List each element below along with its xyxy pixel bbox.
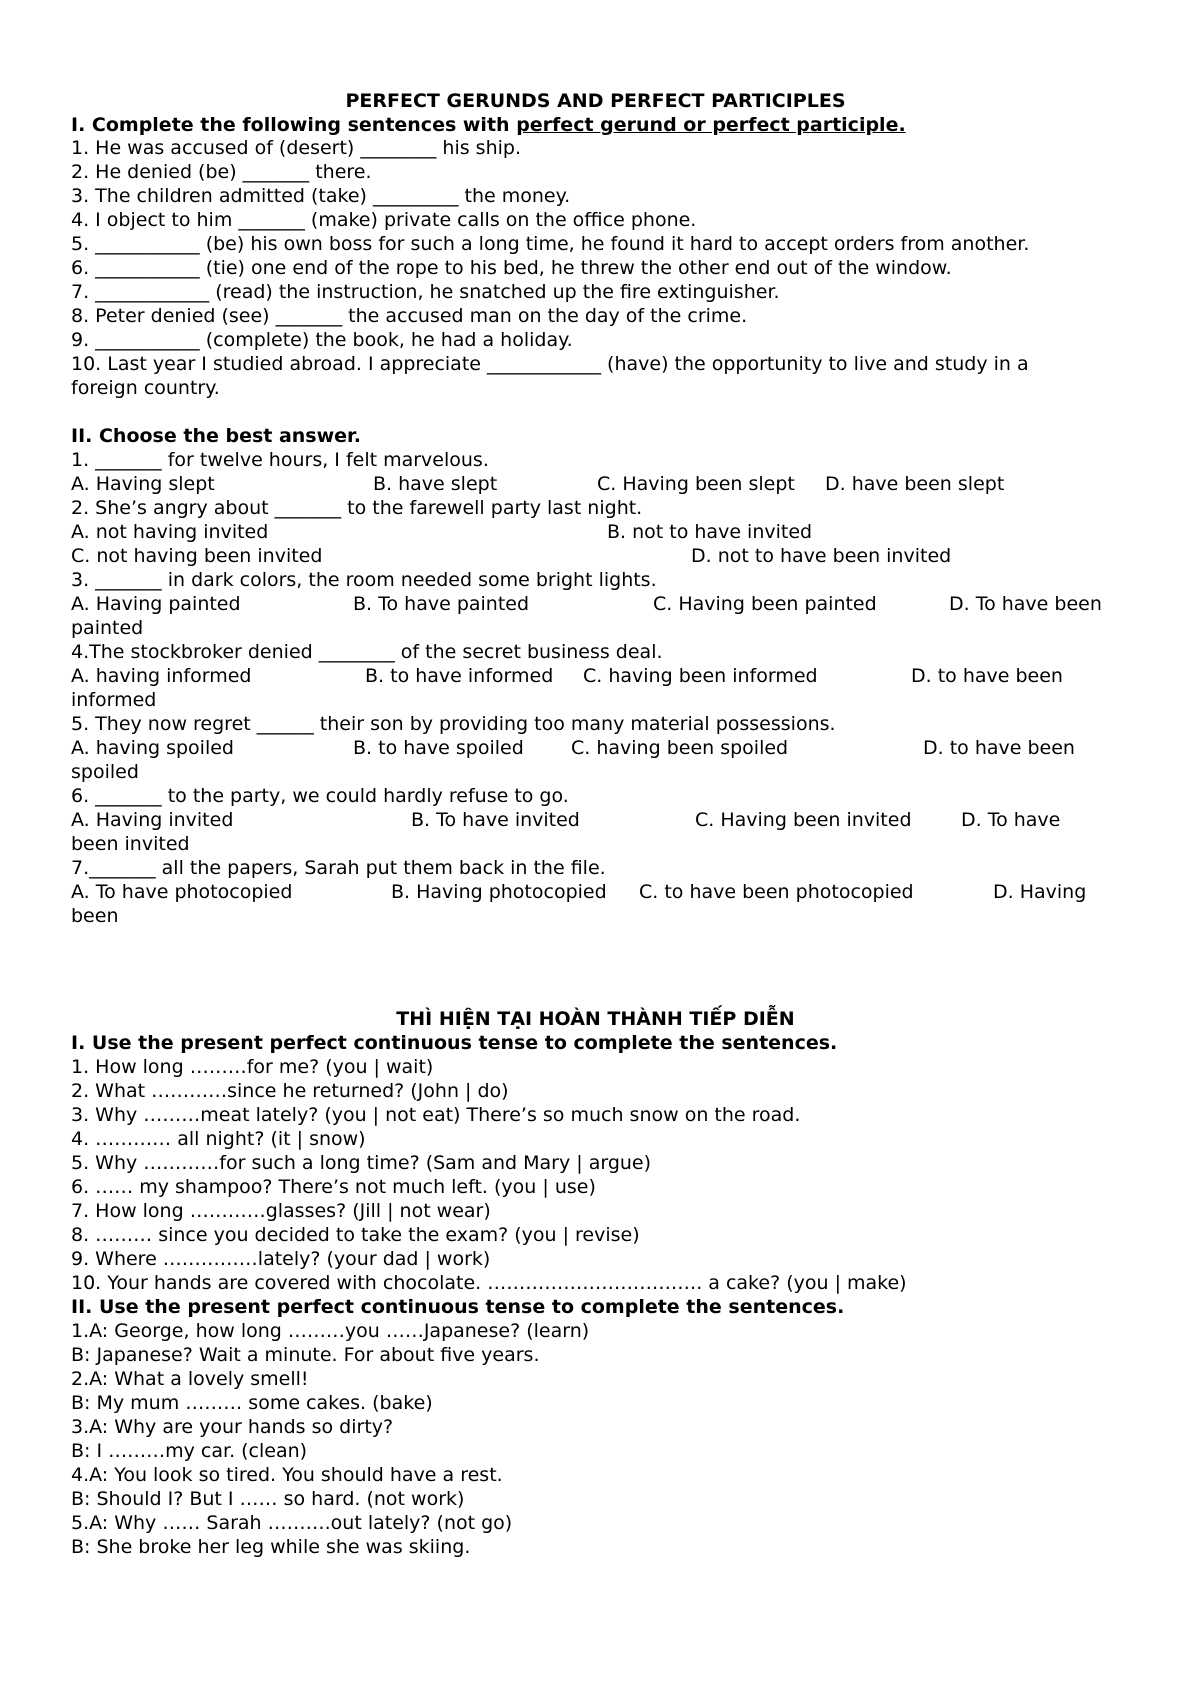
option-d: D. to have been [911,665,1063,687]
option-c: C. Having been painted [653,593,877,615]
exercise-item: 2. He denied (be) _______ there. [71,161,372,183]
exercise-item: 7. ____________ (read) the instruction, he snatched up the fire extinguisher. [71,281,780,303]
exercise-item: 1. How long ………for me? (you | wait) [71,1056,434,1078]
option-b: B. to have informed [365,665,554,687]
question-stem: 1. _______ for twelve hours, I felt marvelous. [71,449,489,471]
section2-part1-heading: I. Use the present perfect continuous tense to complete the sentences. [71,1032,838,1054]
option-d: D. not to have been invited [691,545,952,567]
question-stem: 5. They now regret ______ their son by providing too many material possessions. [71,713,836,735]
option-b: B. To have painted [353,593,530,615]
option-a: A. Having painted [71,593,241,615]
option-c: C. having been informed [583,665,818,687]
option-c: C. Having been invited [695,809,912,831]
option-a: A. having spoiled [71,737,234,759]
option-d-wrap: been invited [71,833,190,855]
option-b: B. to have spoiled [353,737,524,759]
question-stem: 4.The stockbroker denied ________ of the secret business deal. [71,641,663,663]
exercise-item: 8. ……… since you decided to take the exam? (you | revise) [71,1224,640,1246]
exercise-item: 9. Where ……………lately? (your dad | work) [71,1248,491,1270]
dialogue-line: 5.A: Why …… Sarah ……….out lately? (not go) [71,1512,513,1534]
exercise-item: 6. …… my shampoo? There’s not much left. (you | use) [71,1176,596,1198]
exercise-item: 3. Why ………meat lately? (you | not eat) There’s so much snow on the road. [71,1104,801,1126]
dialogue-line: B: Japanese? Wait a minute. For about five years. [71,1344,540,1366]
exercise-item: 10. Your hands are covered with chocolate. ……………………………. a cake? (you | make) [71,1272,907,1294]
section1-title: PERFECT GERUNDS AND PERFECT PARTICIPLES [345,90,846,112]
option-b: B. have slept [373,473,498,495]
question-stem: 3. _______ in dark colors, the room needed some bright lights. [71,569,657,591]
dialogue-line: 2.A: What a lovely smell! [71,1368,309,1390]
option-d: D. Having [993,881,1087,903]
exercise-item: 3. The children admitted (take) _________ the money. [71,185,571,207]
option-d: D. have been slept [825,473,1005,495]
option-c: C. having been spoiled [571,737,789,759]
exercise-item: 4. ………… all night? (it | snow) [71,1128,366,1150]
section2-title: THÌ HIỆN TẠI HOÀN THÀNH TIẾP DIỄN [396,1008,795,1030]
question-stem: 7._______ all the papers, Sarah put them back in the file. [71,857,606,879]
exercise-item: foreign country. [71,377,220,399]
option-d: D. To have [961,809,1061,831]
option-c: C. to have been photocopied [639,881,914,903]
option-d-wrap: been [71,905,119,927]
exercise-item: 10. Last year I studied abroad. I appreciate ____________ (have) the opportunity to live and study in a [71,353,1029,375]
exercise-item: 5. ___________ (be) his own boss for such a long time, he found it hard to accept orders from another. [71,233,1030,255]
exercise-item: 9. ___________ (complete) the book, he had a holiday. [71,329,573,351]
dialogue-line: B: Should I? But I …… so hard. (not work) [71,1488,465,1510]
dialogue-line: B: My mum ……… some cakes. (bake) [71,1392,433,1414]
option-d-wrap: painted [71,617,144,639]
option-c: C. not having been invited [71,545,323,567]
dialogue-line: B: I ………my car. (clean) [71,1440,308,1462]
option-a: A. Having invited [71,809,234,831]
dialogue-line: 1.A: George, how long ………you ……Japanese? (learn) [71,1320,590,1342]
option-b: B. To have invited [411,809,580,831]
section1-part1-heading [71,113,906,137]
section2-part2-heading: II. Use the present perfect continuous tense to complete the sentences. [71,1296,845,1318]
option-a: A. not having invited [71,521,269,543]
option-b: B. Having photocopied [391,881,607,903]
option-a: A. Having slept [71,473,215,495]
heading-underlined: perfect gerund or perfect participle. [516,114,906,136]
question-stem: 2. She’s angry about _______ to the farewell party last night. [71,497,643,519]
option-d: D. to have been [923,737,1075,759]
exercise-item: 2. What …………since he returned? (John | do) [71,1080,509,1102]
option-a: A. having informed [71,665,252,687]
exercise-item: 1. He was accused of (desert) ________ his ship. [71,137,522,159]
heading-lead: I. Complete the following sentences with [71,114,517,136]
exercise-item: 5. Why …………for such a long time? (Sam and Mary | argue) [71,1152,652,1174]
question-stem: 6. _______ to the party, we could hardly refuse to go. [71,785,569,807]
exercise-item: 8. Peter denied (see) _______ the accused man on the day of the crime. [71,305,748,327]
dialogue-line: B: She broke her leg while she was skiing. [71,1536,471,1558]
option-d-wrap: spoiled [71,761,139,783]
dialogue-line: 3.A: Why are your hands so dirty? [71,1416,394,1438]
option-d: D. To have been [949,593,1102,615]
option-a: A. To have photocopied [71,881,293,903]
option-b: B. not to have invited [607,521,813,543]
option-d-wrap: informed [71,689,157,711]
option-c: C. Having been slept [597,473,795,495]
exercise-item: 6. ___________ (tie) one end of the rope to his bed, he threw the other end out of the window. [71,257,952,279]
exercise-item: 4. I object to him _______ (make) private calls on the office phone. [71,209,697,231]
section1-part2-heading: II. Choose the best answer. [71,425,361,447]
dialogue-line: 4.A: You look so tired. You should have a rest. [71,1464,503,1486]
exercise-item: 7. How long …………glasses? (Jill | not wear) [71,1200,491,1222]
